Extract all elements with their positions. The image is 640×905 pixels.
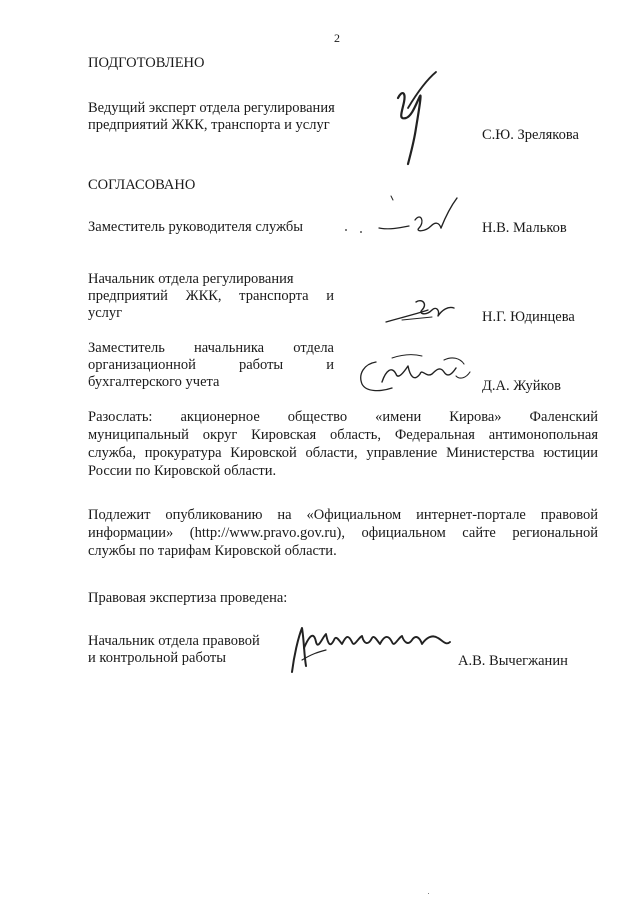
signer-2-position (88, 271, 334, 322)
signature-zrelyakova (390, 68, 442, 168)
position-line: предприятий ЖКК, транспорта и (88, 288, 334, 304)
signature-zhuykov (352, 352, 477, 398)
signer-3-name: Д.А. Жуйков (482, 378, 561, 394)
position-line: Заместитель начальника отдела (88, 340, 334, 356)
paragraph-line: служба, прокуратура Кировской области, управление Министерства юстиции (88, 445, 598, 461)
paragraph-line: Подлежит опубликованию на «Официальном интернет-портале правовой (88, 507, 598, 523)
signer-3-position (88, 340, 334, 391)
signer-2-name: Н.Г. Юдинцева (482, 309, 575, 325)
signature-vychegzhanin (282, 620, 462, 676)
legal-review-position (88, 633, 260, 667)
paragraph-line: информации» (http://www.pravo.gov.ru), официальном сайте региональной (88, 525, 598, 541)
distribution-paragraph (88, 408, 598, 480)
position-line: Заместитель руководителя службы (88, 219, 304, 235)
legal-review-name: А.В. Вычегжанин (458, 653, 568, 669)
signature-malkov (365, 192, 465, 240)
agreed-heading: СОГЛАСОВАНО (88, 177, 196, 193)
scan-speck (428, 893, 429, 894)
signature-mark (345, 229, 347, 231)
position-line: Начальник отдела регулирования (88, 271, 294, 287)
publication-paragraph (88, 506, 598, 560)
signature-yudintseva (382, 296, 462, 330)
position-line: Начальник отдела правовой (88, 633, 260, 649)
position-line: Ведущий эксперт отдела регулирования (88, 100, 335, 116)
paragraph-line: муниципальный округ Кировская область, Федеральная антимонопольная (88, 427, 598, 443)
position-line: бухгалтерского учета (88, 374, 220, 390)
prepared-heading: ПОДГОТОВЛЕНО (88, 55, 205, 71)
legal-review-statement: Правовая экспертиза проведена: (88, 590, 288, 606)
signer-1-name: Н.В. Мальков (482, 220, 567, 236)
position-line: и контрольной работы (88, 650, 226, 666)
prepared-position (88, 100, 368, 134)
position-line: услуг (88, 305, 123, 321)
signature-mark (360, 231, 362, 233)
page-number: 2 (334, 31, 340, 45)
position-line: организационной работы и (88, 357, 334, 373)
signer-1-position (88, 219, 303, 236)
paragraph-line: службы по тарифам Кировской области. (88, 543, 337, 559)
paragraph-line: Разослать: акционерное общество «имени Кирова» Фаленский (88, 409, 598, 425)
prepared-name: С.Ю. Зрелякова (482, 127, 579, 143)
paragraph-line: России по Кировской области. (88, 463, 277, 479)
position-line: предприятий ЖКК, транспорта и услуг (88, 117, 330, 133)
